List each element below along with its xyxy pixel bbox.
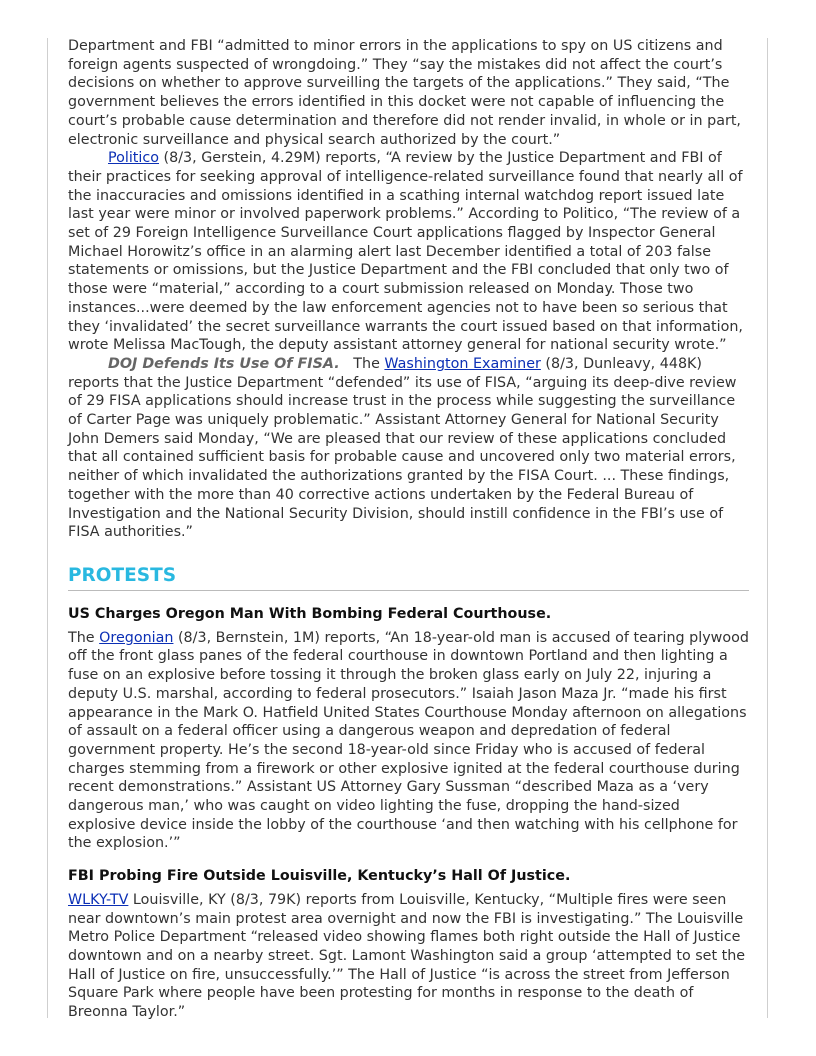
story-headline: US Charges Oregon Man With Bombing Federal Courthouse. [68,605,552,622]
paragraph-text: (8/3, Gerstein, 4.29M) reports, “A review by the Justice Department and FBI of their practices for seeking approval of intelligence-related surveillance found that nearly all of the inaccuracies and omissions identified in a scathing internal watchdog report issued late last year were minor or involved paperwork problems.” According to Politico, “The review of a set of 29 Foreign Intelligence Surveillance Court applications flagged by Inspector General Michael Horowitz’s office in an alarming alert last December identified a total of 203 false statements or omissions, but the Justice Department and the FBI concluded that only two of those were “material,” according to a court submission released on Monday. Those two instances...were deemed by the law enforcement agencies not to have been so serious that they ‘invalidated’ the secret surveillance warrants the court issued based on that information, wrote Melissa MacTough, the deputy assistant attorney general for national security wrote.” [68,150,743,354]
paragraph-text: The [339,355,385,372]
politico-link[interactable]: Politico [108,150,159,167]
paragraph-politico [68,149,749,355]
left-page-rule [47,38,48,1018]
paragraph-fisa-errors [68,37,749,149]
right-page-rule [767,38,768,1018]
paragraph-text: The [68,629,100,646]
washington-examiner-link[interactable]: Washington Examiner [384,355,541,372]
lead-in-heading: DOJ Defends Its Use Of FISA. [108,355,340,372]
story-paragraph-oregon [68,629,749,853]
paragraph-text: Louisville, KY (8/3, 79K) reports from Louisville, Kentucky, “Multiple fires were seen near downtown’s main protest area overnight and now the FBI is investigating.” The Louisville Metro Police Department “released video showing flames both right outside the Hall of Justice downtown and on a nearby street. Sgt. Lamont Washington said a group ‘attempted to set the Hall of Justice on fire, unsuccessfully.’” The Hall of Justice “is across the street from Jefferson Square Park where people have been protesting for months in response to the death of Breonna Taylor.” [68,891,746,1021]
paragraph-text: (8/3, Bernstein, 1M) reports, “An 18-year-old man is accused of tearing plywood off the front glass panes of the federal courthouse in downtown Portland and then lighting a fuse on an explosive before tossing it through the broken glass early on July 22, injuring a deputy U.S. marshal, according to federal prosecutors.” Isaiah Jason Maza Jr. “made his first appearance in the Mark O. Hatfield United States Courthouse Monday afternoon on allegations of assault on a federal officer using a dangerous weapon and depredation of federal government property. He’s the second 18-year-old since Friday who is accused of federal charges stemming from a firework or other explosive ignited at the federal courthouse during recent demonstrations.” Assistant US Attorney Gary Sussman “described Maza as a ‘very dangerous man,’ who was caught on video lighting the fuse, dropping the hand-sized explosive device inside the lobby of the courthouse ‘and then watching with his cellphone for the explosion.’” [68,629,749,852]
story-paragraph-louisville [68,891,749,1022]
paragraph-doj-defends [68,355,749,542]
paragraph-text: (8/3, Dunleavy, 448K) reports that the Justice Department “defended” its use of FISA, “arguing its deep-dive review of 29 FISA applications should increase trust in the process while suggesting the surveillance of Carter Page was uniquely problematic.” Assistant Attorney General for National Security John Demers said Monday, “We are pleased that our review of these applications concluded that all contained sufficient basis for probable cause and uncovered only two material errors, neither of which invalidated the authorizations granted by the FISA Court. ... These findings, together with the more than 40 corrective actions undertaken by the Federal Bureau of Investigation and the National Security Division, should instill confidence in the FBI’s use of FISA authorities.” [68,355,737,541]
story-headline: FBI Probing Fire Outside Louisville, Kentucky’s Hall Of Justice. [68,868,571,885]
oregonian-link[interactable]: Oregonian [99,629,174,646]
section-heading-protests: PROTESTS [68,564,749,591]
article-body [68,37,749,1022]
wlky-tv-link[interactable]: WLKY-TV [68,891,129,908]
paragraph-text: Department and FBI “admitted to minor errors in the applications to spy on US citizens and foreign agents suspected of wrongdoing.” They “say the mistakes did not affect the court’s decisions on whether to approve surveilling the targets of the applications.” They said, “The government believes the errors identified in this docket were not capable of influencing the court’s probable cause determination and therefore did not render invalid, in whole or in part, electronic surveillance and physical search authorized by the court.” [68,38,741,148]
